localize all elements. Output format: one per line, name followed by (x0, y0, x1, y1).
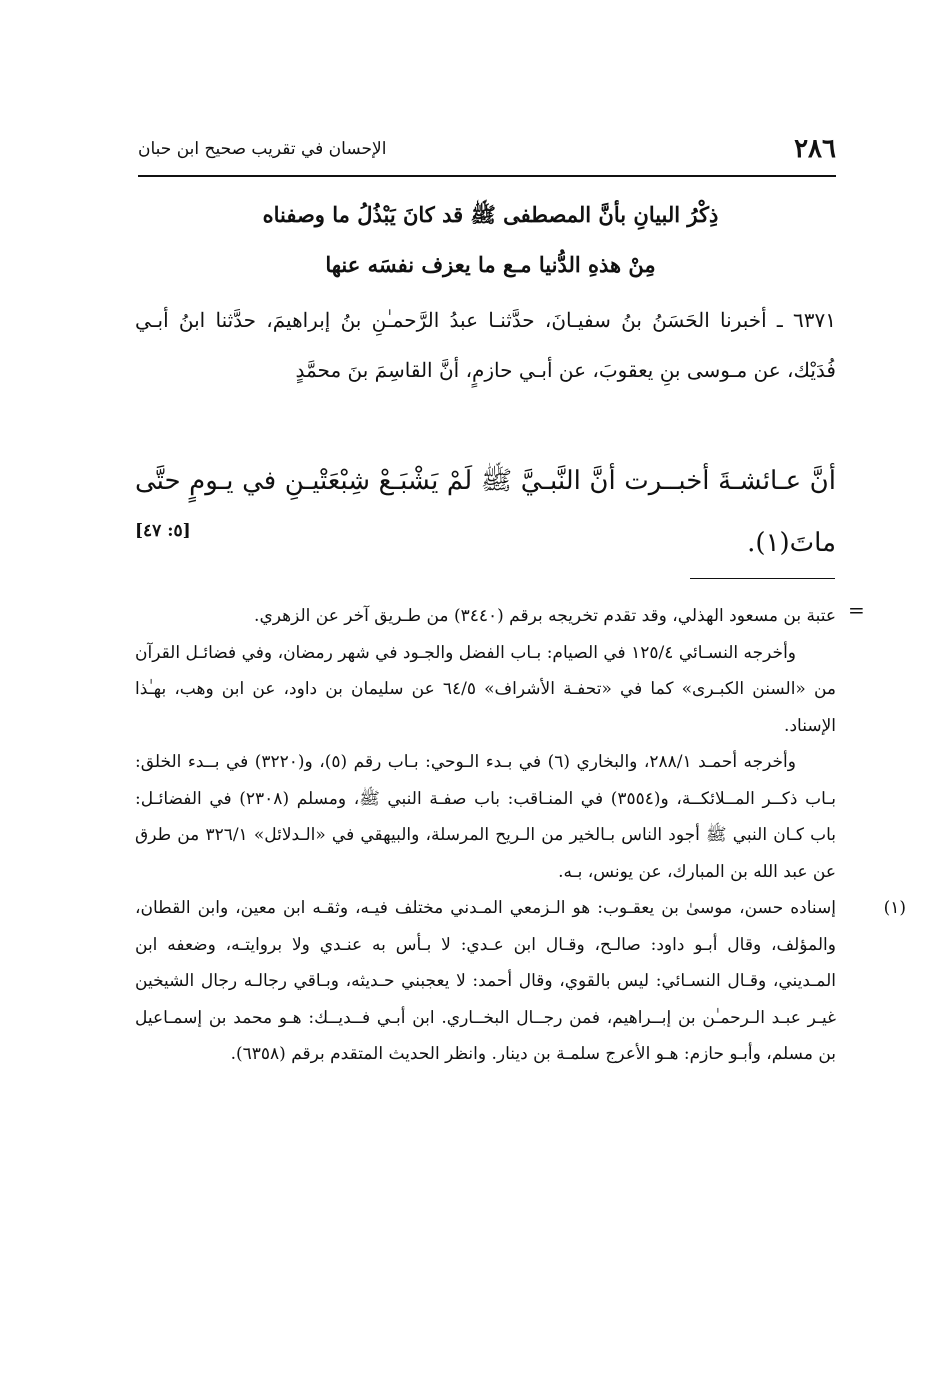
footnote-1-number: (١) (883, 898, 906, 918)
footnote-rule (690, 578, 835, 579)
hadith-isnad: ٦٣٧١ ـ أخبرنا الحَسَنُ بنُ سفيـانَ، حدَّثنـا عبدُ الرَّحمـٰنِ بنُ إبراهيمَ، حدَّثنا ابنُ أبـي فُدَيْك، عن مـوسى بنِ يعقوبَ، عن أبـي حازمٍ، أنَّ القاسِمَ بنَ محمَّدٍ (135, 308, 836, 382)
page-number: ٢٨٦ (794, 134, 836, 164)
heading-line-2: مِنْ هذهِ الدُّنيا مـع ما يعزف نفسَه عنها (325, 252, 656, 277)
footnote-1-text: إسناده حسن، موسىٰ بن يعقـوب: هو الـزمعي المـدني مختلف فيـه، وثقـه ابن معين، وابن القطان، والمؤلف، وقال أبـو داود: صالـح، وقـال ابن عـدي: لا بـأس به عنـدي ولا بروايتـه، وضعفه ابن المـديني، وقـال النسـائي: ليس بالقوي، وقال أحمد: لا يعجبني حـديثه، وبـاقي رجالـه رجال الشيخين غيـر عبـد الـرحمـٰن بن إبــراهيم، فمن رجــال البخــاري. ابن أبـي فــديــك: هـو محمد بن إسمـاعيل بن مسلم، وأبـو حازم: هـو الأعرج سلمـة بن دينار. وانظر الحديث المتقدم برقم (٦٣٥٨). (135, 898, 836, 1064)
footnote-1 (135, 890, 906, 1073)
page-header (138, 128, 836, 170)
running-title: الإحسان في تقريب صحيح ابن حبان (138, 139, 387, 159)
hadith-matn-block (135, 450, 836, 574)
footnote-paragraph: وأخرجه أحمـد ٢٨٨/١، والبخاري (٦) في بـدء الـوحي: بـاب رقم (٥)، و(٣٢٢٠) في بــدء الخلق: بـاب ذكــر المــلائكــة، و(٣٥٥٤) في المنـاقب: باب صفـة النبي ﷺ، ومسلم (٢٣٠٨) في الفضائـل: باب كـان النبي ﷺ أجود الناس بـالخير من الـريح المرسلة، والبيهقي في «الـدلائل» ٣٢٦/١ من طرق عن عبد الله بن المبارك، عن يونس، بـه. (135, 752, 836, 882)
footnote-paragraph: عتبة بن مسعود الهذلي، وقد تقدم تخريجه برقم (٣٤٤٠) من طـريق آخر عن الزهري. (254, 606, 836, 626)
hadith-matn: أنَّ عـائشـةَ أخبــرت أنَّ النَّبـيَّ ﷺ لَمْ يَشْبَـعْ شِبْعَتْيـنِ في يـومٍ حتَّى ماتَ(١). (135, 466, 836, 558)
footnote-paragraph: وأخرجه النسـائي ١٢٥/٤ في الصيام: بـاب الفضل والجـود في شهر رمضان، وفي فضائـل القرآن من «السنن الكبـرى» كما في «تحفـة الأشراف» ٦٤/٥ عن سليمان بن داود، عن ابن وهب، بهـٰذا الإسناد. (135, 642, 836, 736)
chapter-heading (150, 190, 831, 290)
heading-line-1: ذِكْرُ البيانِ بأنَّ المصطفى ﷺ قد كانَ يَبْذُلُ ما وصفناه (262, 202, 719, 227)
footnotes (135, 598, 906, 1073)
hadith-reference: [٥: ٤٧] (135, 521, 191, 541)
header-rule (138, 175, 836, 177)
footnote-continuation-mark: = (848, 598, 865, 622)
